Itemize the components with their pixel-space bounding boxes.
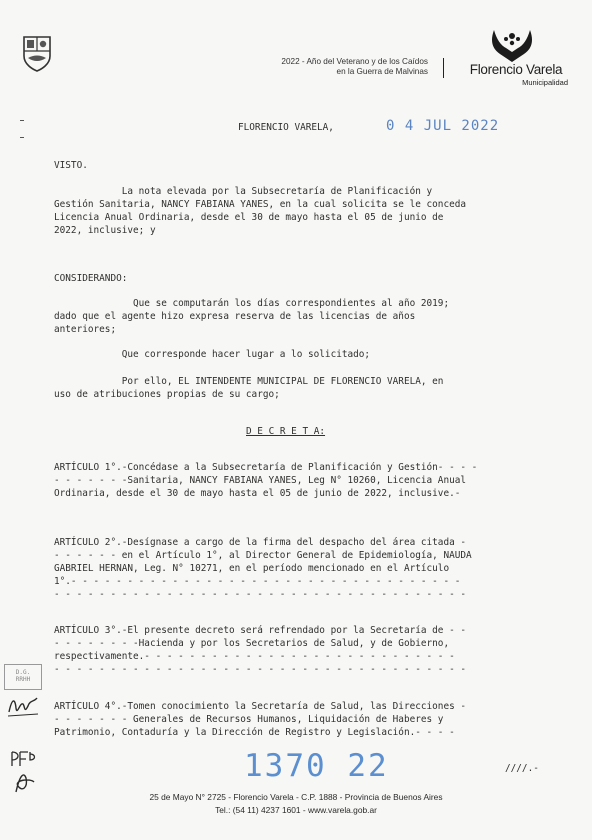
article-4-line: Patrimonio, Contaduría y la Dirección de Registro y Legislación.- - - -: [54, 727, 455, 738]
municipal-crest-icon: [22, 34, 52, 72]
considerando-heading: CONSIDERANDO:: [54, 273, 128, 284]
article-3-line: - - - - - - - - - - - - - - - - - - - - - - - - - - - - - - - - - - - - -: [54, 664, 467, 675]
article-3-line: respectivamente.- - - - - - - - - - - - - - - - - - - - - - - - - - - -: [54, 651, 455, 662]
year-motto: [230, 57, 428, 77]
considerando-line: dado que el agente hizo expresa reserva de las licencias de años: [54, 311, 416, 322]
place-label: FLORENCIO VARELA,: [238, 122, 334, 133]
margin-initials-signature: [6, 694, 40, 720]
motto-line-2: en la Guerra de Malvinas: [336, 67, 428, 76]
article-4-line: ARTÍCULO 4°.-Tomen conocimiento la Secretaría de Salud, las Direcciones -: [54, 701, 467, 712]
article-2-line: - - - - - - - - - - - - - - - - - - - - - - - - - - - - - - - - - - - - -: [54, 589, 467, 600]
visto-heading: VISTO.: [54, 160, 88, 171]
visto-line: La nota elevada por la Subsecretaría de Planificación y: [54, 186, 433, 197]
article-1-line: ARTÍCULO 1°.-Concédase a la Subsecretaría de Planificación y Gestión- - - -: [54, 462, 478, 473]
visto-line: 2022, inclusive; y: [54, 225, 156, 236]
footer-contact: Tel.: (54 11) 4237 1601 - www.varela.gob.ar: [215, 805, 377, 815]
article-1-line: - - - - - - -Sanitaria, NANCY FABIANA YANES, Leg N° 10260, Licencia Anual: [54, 475, 467, 486]
margin-signature: [6, 748, 40, 796]
margin-tick: [20, 137, 24, 138]
por-ello-line: uso de atribuciones propias de su cargo;: [54, 389, 280, 400]
article-2-line: GABRIEL HERNAN, Leg. N° 10271, en el período mencionado en el Artículo: [54, 563, 450, 574]
date-stamp: 0 4 JUL 2022: [386, 118, 500, 134]
article-3-line: - - - - - - - -Hacienda y por los Secretarios de Salud, y de Gobierno,: [54, 638, 450, 649]
considerando-line: Que se computarán los días correspondientes al año 2019;: [54, 298, 450, 309]
margin-tick: [20, 120, 24, 121]
decreta-heading: D E C R E T A:: [246, 426, 326, 437]
article-1-line: Ordinaria, desde el 30 de mayo hasta el 05 de junio de 2022, inclusive.-: [54, 488, 461, 499]
article-2-line: ARTÍCULO 2°.-Desígnase a cargo de la firma del despacho del área citada -: [54, 537, 467, 548]
header-divider: [443, 58, 444, 78]
article-2-line: - - - - - - en el Artículo 1°, al Director General de Epidemiología, NAUDA: [54, 550, 472, 561]
reception-stamp-text: D.G. RRHH: [15, 669, 31, 683]
footer-address: 25 de Mayo N° 2725 - Florencio Varela - C.P. 1888 - Provincia de Buenos Aires: [149, 792, 443, 802]
visto-line: Gestión Sanitaria, NANCY FABIANA YANES, en la cual solicita se le conceda: [54, 199, 467, 210]
article-2-line: 1°.- - - - - - - - - - - - - - - - - - - - - - - - - - - - - - - - - - -: [54, 576, 461, 587]
article-3-line: ARTÍCULO 3°.-El presente decreto será refrendado por la Secretaría de - -: [54, 625, 467, 636]
logo-subtitle: Municipalidad: [522, 78, 568, 87]
decree-number-stamp: 1370 22: [244, 748, 389, 784]
considerando-line: anteriores;: [54, 324, 117, 335]
motto-line-1: 2022 - Año del Veterano y de los Caídos: [281, 57, 428, 66]
article-4-line: - - - - - - - Generales de Recursos Humanos, Liquidación de Haberes y: [54, 714, 444, 725]
por-ello-line: Por ello, EL INTENDENTE MUNICIPAL DE FLORENCIO VARELA, en: [54, 376, 444, 387]
logo-name: Florencio Varela: [469, 62, 563, 77]
continued-mark: ////.-: [505, 763, 539, 774]
considerando-line: Que corresponde hacer lugar a lo solicitado;: [54, 349, 371, 360]
florencio-varela-logo-icon: [488, 28, 536, 64]
visto-line: Licencia Anual Ordinaria, desde el 30 de mayo hasta el 05 de junio de: [54, 212, 444, 223]
